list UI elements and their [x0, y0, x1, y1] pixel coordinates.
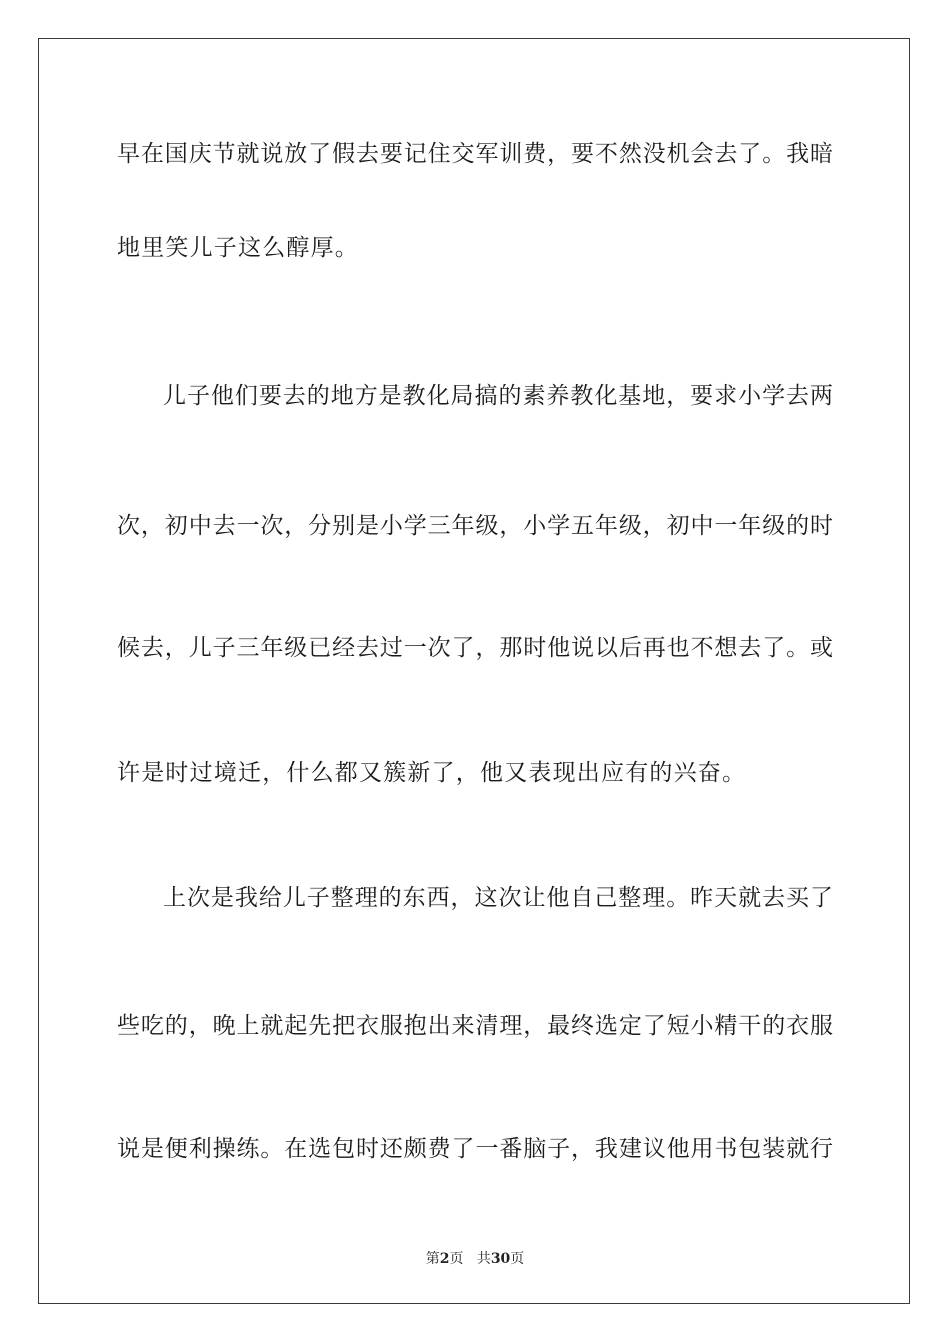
footer-page-suffix: 页 [449, 1251, 464, 1267]
text-line-8: 些吃的，晚上就起先把衣服抱出来清理，最终选定了短小精干的衣服 [117, 1013, 833, 1039]
text-line-6: 许是时过境迁，什么都又簇新了，他又表现出应有的兴奋。 [117, 760, 747, 786]
footer-total-pages: 30 [490, 1251, 511, 1267]
text-line-5: 候去，儿子三年级已经去过一次了，那时他说以后再也不想去了。或 [117, 635, 833, 661]
footer-total-prefix: 共 [476, 1251, 491, 1267]
text-line-4: 次，初中去一次，分别是小学三年级，小学五年级，初中一年级的时 [117, 513, 833, 539]
footer-page-prefix: 第 [425, 1251, 440, 1267]
text-line-2: 地里笑儿子这么醇厚。 [117, 235, 359, 261]
page-footer [0, 1248, 950, 1268]
text-line-7: 上次是我给儿子整理的东西，这次让他自己整理。昨天就去买了 [163, 885, 833, 911]
text-line-1: 早在国庆节就说放了假去要记住交军训费，要不然没机会去了。我暗 [117, 141, 833, 167]
footer-total-suffix: 页 [510, 1251, 525, 1267]
text-line-9: 说是便利操练。在选包时还颇费了一番脑子，我建议他用书包装就行 [117, 1136, 833, 1162]
page-border [38, 38, 910, 1304]
text-line-3: 儿子他们要去的地方是教化局搞的素养教化基地，要求小学去两 [163, 383, 833, 409]
footer-page-number: 2 [439, 1251, 450, 1267]
